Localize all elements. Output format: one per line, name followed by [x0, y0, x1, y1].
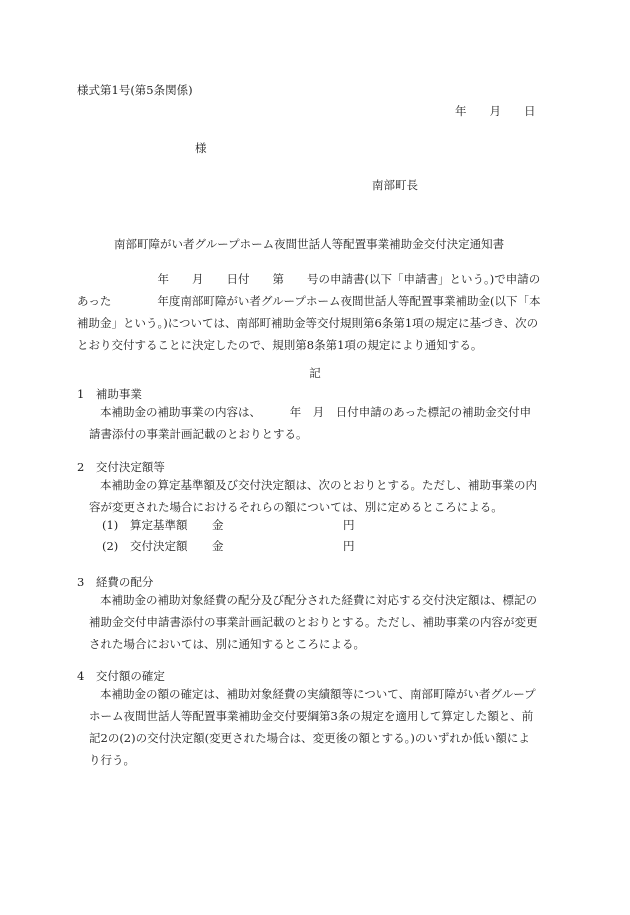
section-1-heading: 1 補助事業: [77, 387, 142, 401]
item-kin: 金: [212, 539, 224, 553]
item-yen: 円: [343, 518, 355, 532]
section-line: 記2の(2)の交付決定額(変更された場合は、変更後の額とする。)のいずれか低い額によ: [89, 731, 530, 745]
issuer: 南部町長: [372, 178, 418, 192]
item-yen: 円: [343, 539, 355, 553]
section-line: された場合においては、別に通知するところによる。: [89, 637, 365, 651]
intro-line: とおり交付することに決定したので、規則第8条第1項の規定により通知する。: [77, 338, 483, 352]
section-line: 本補助金の算定基準額及び交付決定額は、次のとおりとする。ただし、補助事業の内: [100, 478, 537, 492]
intro-line: 補助金」という。)については、南部町補助金等交付規則第6条第1項の規定に基づき、次の: [77, 316, 539, 330]
item-label: 交付決定額: [130, 539, 188, 553]
section-4-heading: 4 交付額の確定: [77, 669, 165, 683]
section-line: 本補助金の補助対象経費の配分及び配分された経費に対応する交付決定額は、標記の: [100, 593, 537, 607]
section-4-body: [77, 683, 536, 771]
section-line: り行う。: [89, 753, 135, 767]
section-1-body: [77, 401, 531, 445]
intro-paragraph: [77, 268, 540, 356]
section-line: 補助金交付申請書添付の事業計画記載のとおりとする。ただし、補助事業の内容が変更: [89, 615, 538, 629]
item-label: 算定基準額: [130, 518, 188, 532]
section-line: 請書添付の事業計画記載のとおりとする。: [89, 427, 308, 441]
section-2-heading: 2 交付決定額等: [77, 460, 165, 474]
form-label: 様式第1号(第5条関係): [77, 83, 193, 97]
document-title: 南部町障がい者グループホーム夜間世話人等配置事業補助金交付決定通知書: [114, 237, 505, 251]
recipient-suffix: 様: [195, 141, 207, 155]
ki-marker: 記: [309, 366, 321, 380]
item-number: (2): [102, 539, 119, 553]
section-3-heading: 3 経費の配分: [77, 575, 154, 589]
intro-line: あった 年度南部町障がい者グループホーム夜間世話人等配置事業補助金(以下「本: [77, 294, 541, 308]
section-3-body: [77, 589, 538, 655]
item-number: (1): [102, 518, 119, 532]
section-line: 本補助金の額の確定は、補助対象経費の実績額等について、南部町障がい者グループ: [100, 687, 536, 701]
section-line: ホーム夜間世話人等配置事業補助金交付要綱第3条の規定を適用して算定した額と、前: [89, 709, 534, 723]
section-line: 本補助金の補助事業の内容は、 年 月 日付申請のあった標記の補助金交付申: [100, 405, 532, 419]
intro-line: 年 月 日付 第 号の申請書(以下「申請書」という。)で申請の: [77, 272, 541, 286]
item-kin: 金: [212, 518, 224, 532]
section-2-body: [77, 474, 537, 518]
section-line: 容が変更された場合におけるそれらの額については、別に定めるところによる。: [89, 500, 503, 514]
date-line: 年 月 日: [455, 104, 536, 118]
